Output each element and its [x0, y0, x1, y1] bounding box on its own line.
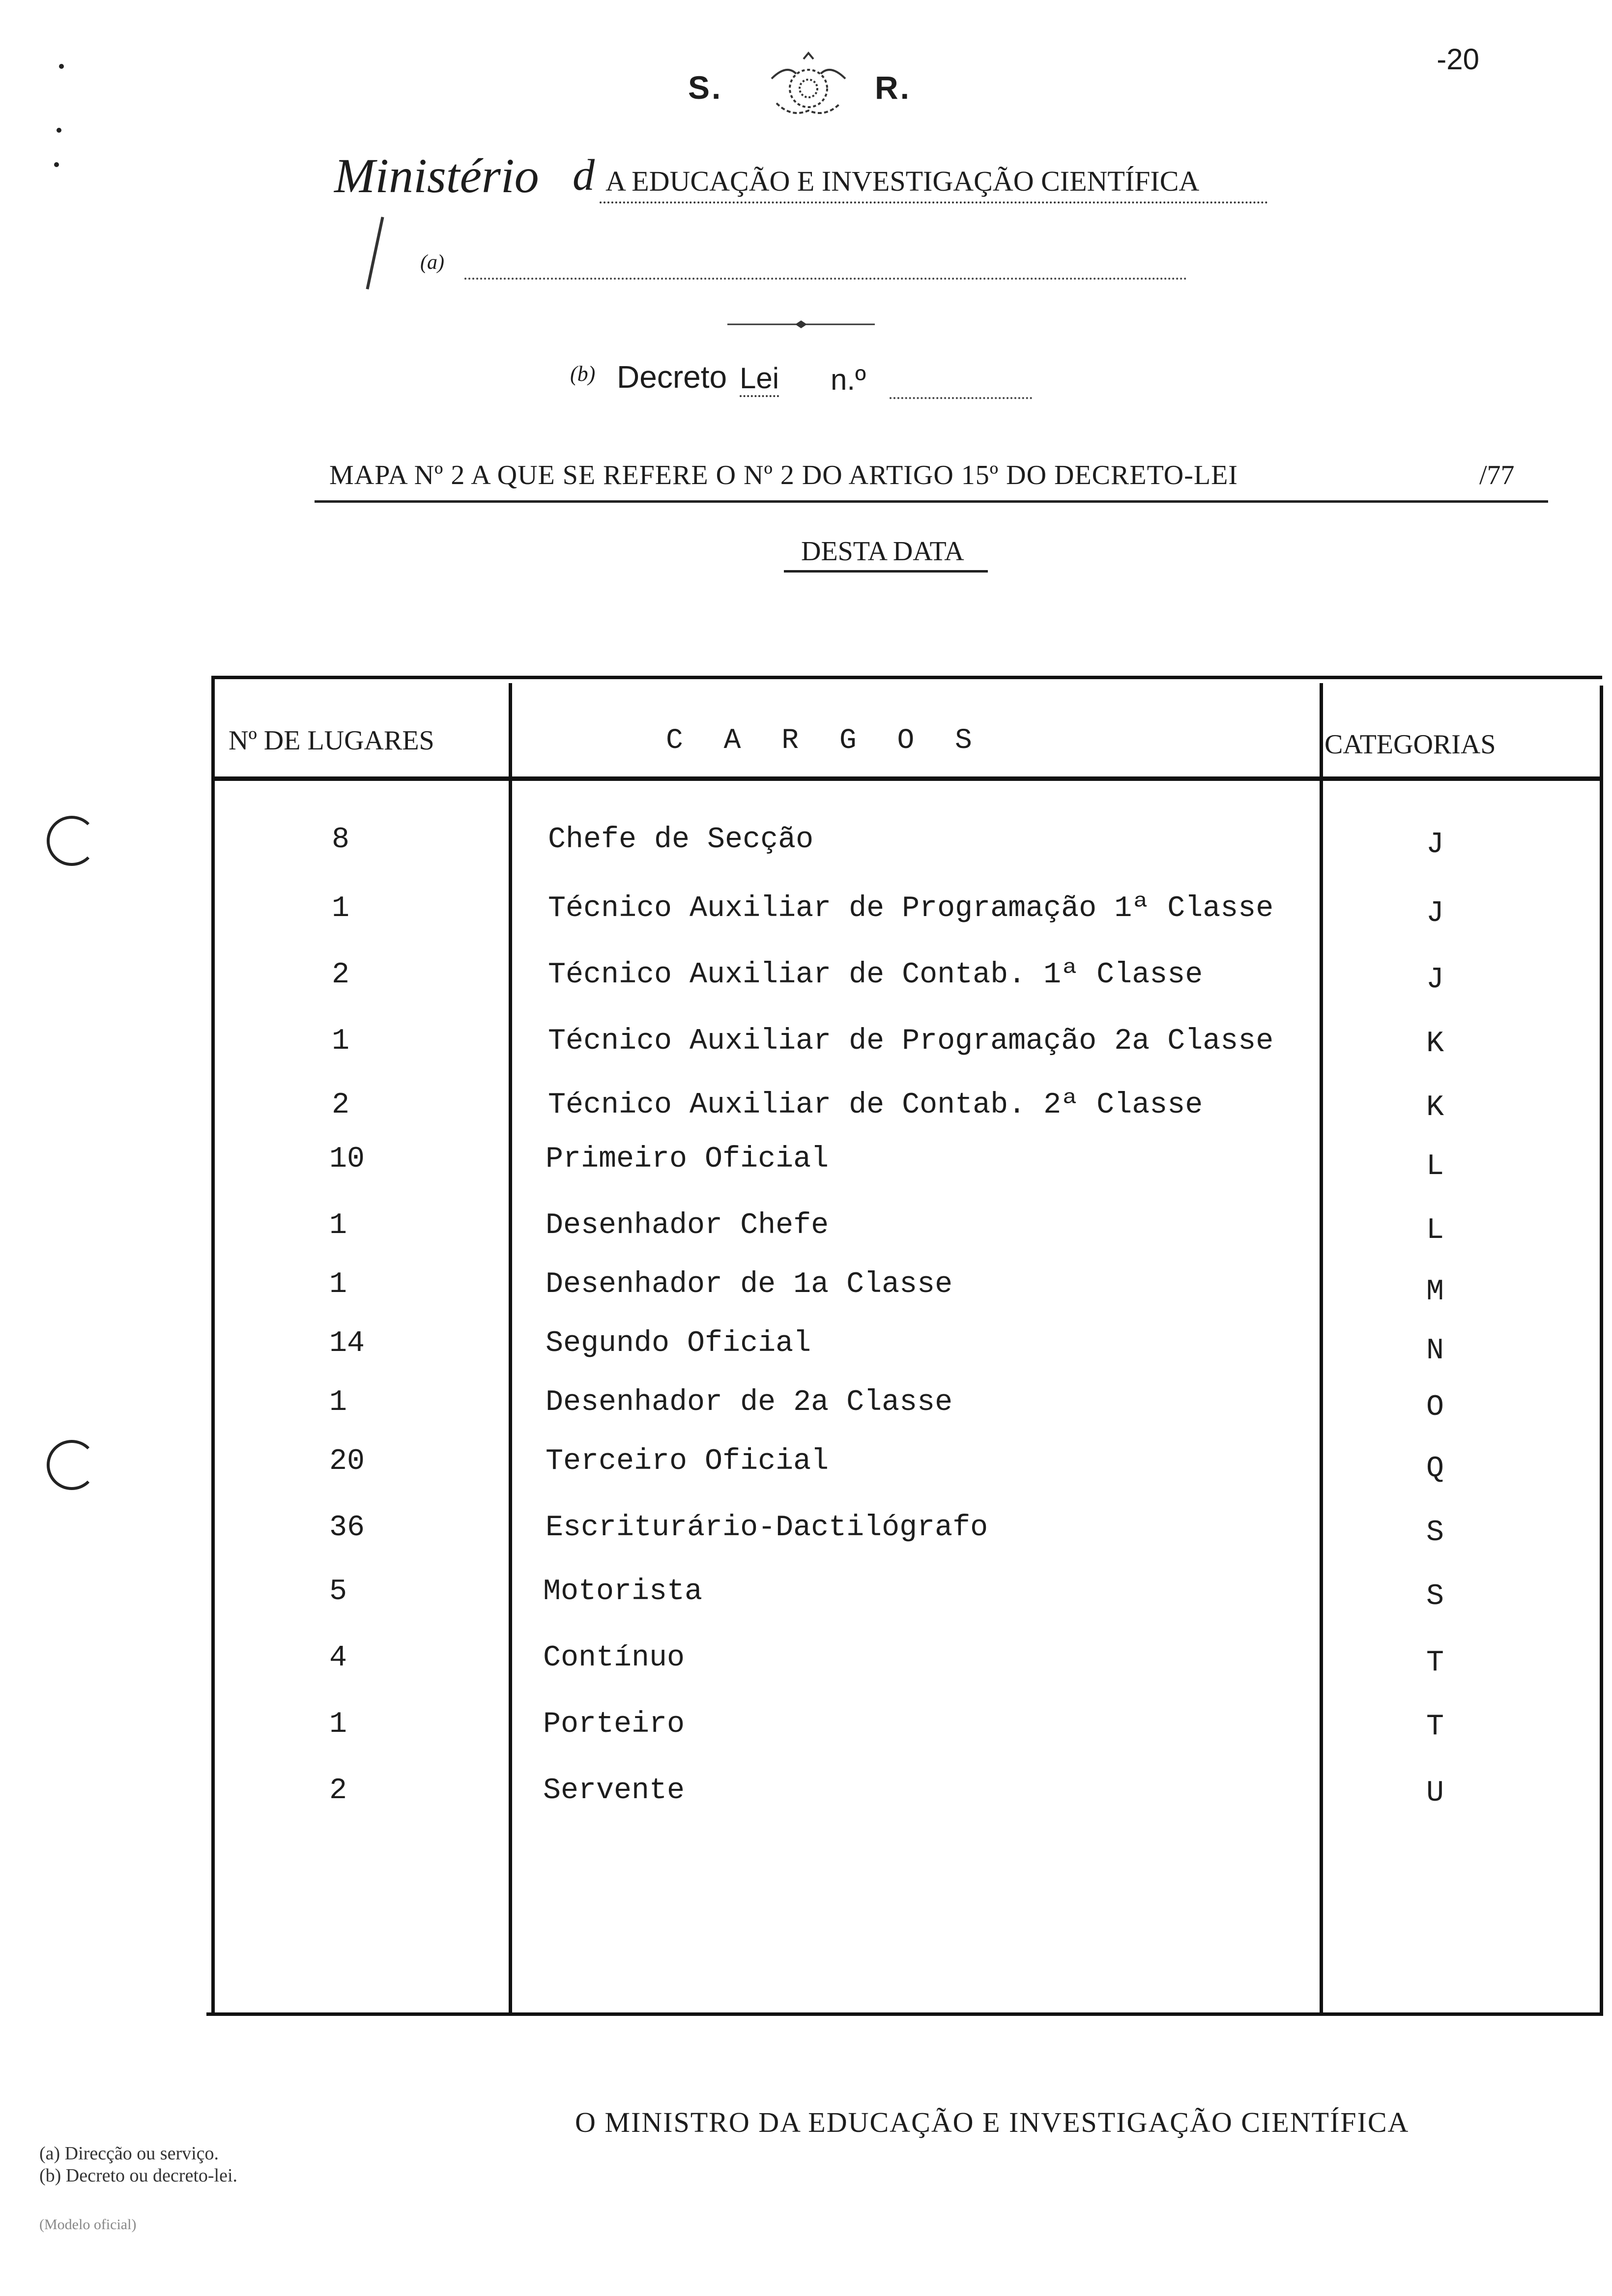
- categoria-cell: J: [1426, 828, 1444, 861]
- lugares-cell: 1: [329, 1209, 347, 1242]
- ministry-name: A EDUCAÇÃO E INVESTIGAÇÃO CIENTÍFICA: [605, 165, 1200, 197]
- punch-hole-icon: [47, 1440, 97, 1490]
- scan-speck: [59, 64, 64, 69]
- categoria-cell: N: [1426, 1334, 1444, 1368]
- mapa-title: MAPA Nº 2 A QUE SE REFERE O Nº 2 DO ARTIGO 15º DO DECRETO-LEI: [329, 460, 1238, 490]
- table-header-separator: [214, 776, 1602, 781]
- cargo-cell: Terceiro Oficial: [546, 1445, 829, 1478]
- cargo-cell: Primeiro Oficial: [546, 1143, 829, 1176]
- decreto-label: Decreto: [617, 359, 727, 395]
- subtitle-underline: [784, 570, 988, 573]
- table-left-border: [211, 676, 215, 2016]
- scan-speck: [57, 128, 61, 133]
- cargo-cell: Técnico Auxiliar de Programação 2a Classe: [548, 1025, 1274, 1058]
- lugares-cell: 10: [329, 1143, 365, 1176]
- cargo-cell: Porteiro: [543, 1708, 685, 1741]
- page-number: -20: [1437, 43, 1479, 76]
- column-header-cargos: C A R G O S: [666, 725, 984, 757]
- decreto-number-label: n.º: [831, 363, 866, 396]
- cargo-cell: Técnico Auxiliar de Contab. 1ª Classe: [548, 958, 1203, 992]
- decreto-number-dotted-line: [890, 397, 1032, 399]
- table-top-border: [214, 676, 1602, 679]
- cargo-cell: Desenhador Chefe: [546, 1209, 829, 1242]
- lugares-cell: 2: [332, 958, 350, 992]
- categoria-cell: S: [1426, 1516, 1444, 1550]
- lugares-cell: 8: [332, 823, 350, 857]
- print-reference: (Modelo oficial): [39, 2216, 137, 2233]
- lugares-cell: 1: [332, 1025, 350, 1058]
- cargo-cell: Chefe de Secção: [548, 823, 814, 857]
- categoria-cell: T: [1426, 1710, 1444, 1744]
- decreto-lei-label: Lei: [740, 361, 779, 397]
- sr-left-letter: S.: [688, 69, 723, 106]
- categoria-cell: T: [1426, 1646, 1444, 1680]
- cargo-cell: Escriturário-Dactilógrafo: [546, 1511, 988, 1545]
- lugares-cell: 1: [332, 892, 350, 925]
- scan-speck: [54, 162, 59, 167]
- ornament-divider: [727, 319, 875, 329]
- cargo-cell: Desenhador de 1a Classe: [546, 1268, 953, 1301]
- lugares-cell: 1: [329, 1708, 347, 1741]
- coat-of-arms-icon: [757, 49, 860, 128]
- categoria-cell: J: [1426, 897, 1444, 930]
- lugares-cell: 20: [329, 1445, 365, 1478]
- minister-signature-line: O MINISTRO DA EDUCAÇÃO E INVESTIGAÇÃO CIENTÍFICA: [575, 2106, 1410, 2138]
- lugares-cell: 2: [332, 1089, 350, 1122]
- column-header-categorias: CATEGORIAS: [1324, 729, 1496, 760]
- field-a-label: (a): [420, 251, 444, 274]
- categoria-cell: K: [1426, 1027, 1444, 1061]
- cargo-cell: Segundo Oficial: [546, 1327, 811, 1360]
- footnote-b: (b) Decreto ou decreto-lei.: [39, 2165, 238, 2186]
- ministerio-heading: Ministério: [334, 148, 539, 203]
- categoria-cell: M: [1426, 1275, 1444, 1309]
- table-col-divider-2: [1320, 683, 1323, 2016]
- categoria-cell: O: [1426, 1391, 1444, 1424]
- table-bottom-border: [206, 2012, 1602, 2016]
- categoria-cell: K: [1426, 1091, 1444, 1124]
- categoria-cell: U: [1426, 1777, 1444, 1810]
- lugares-cell: 1: [329, 1268, 347, 1301]
- cargo-cell: Motorista: [543, 1575, 703, 1608]
- lugares-cell: 2: [329, 1774, 347, 1808]
- mapa-year: /77: [1479, 460, 1515, 490]
- table-col-divider-1: [509, 683, 512, 2016]
- ministry-dotted-line: [600, 201, 1268, 203]
- categoria-cell: L: [1426, 1150, 1444, 1183]
- title-underline: [315, 500, 1548, 503]
- cargo-cell: Técnico Auxiliar de Programação 1ª Classe: [548, 892, 1274, 925]
- cargo-cell: Contínuo: [543, 1641, 685, 1675]
- ministerio-d-letter: d: [573, 151, 595, 200]
- desta-data-subtitle: DESTA DATA: [801, 536, 964, 567]
- table-right-border: [1600, 686, 1603, 2016]
- categoria-cell: S: [1426, 1580, 1444, 1613]
- lugares-cell: 36: [329, 1511, 365, 1545]
- cargo-cell: Servente: [543, 1774, 685, 1808]
- cargo-cell: Técnico Auxiliar de Contab. 2ª Classe: [548, 1089, 1203, 1122]
- footnote-a: (a) Direcção ou serviço.: [39, 2143, 219, 2164]
- lugares-cell: 5: [329, 1575, 347, 1608]
- field-b-label: (b): [570, 362, 596, 386]
- column-header-lugares: Nº DE LUGARES: [229, 725, 434, 756]
- categoria-cell: J: [1426, 963, 1444, 997]
- lugares-cell: 4: [329, 1641, 347, 1675]
- sr-right-letter: R.: [875, 69, 911, 106]
- handwritten-mark: [366, 217, 384, 289]
- lugares-cell: 14: [329, 1327, 365, 1360]
- field-a-dotted-line: [464, 278, 1187, 280]
- punch-hole-icon: [47, 816, 97, 866]
- categoria-cell: Q: [1426, 1452, 1444, 1486]
- cargo-cell: Desenhador de 2a Classe: [546, 1386, 953, 1419]
- lugares-cell: 1: [329, 1386, 347, 1419]
- categoria-cell: L: [1426, 1214, 1444, 1247]
